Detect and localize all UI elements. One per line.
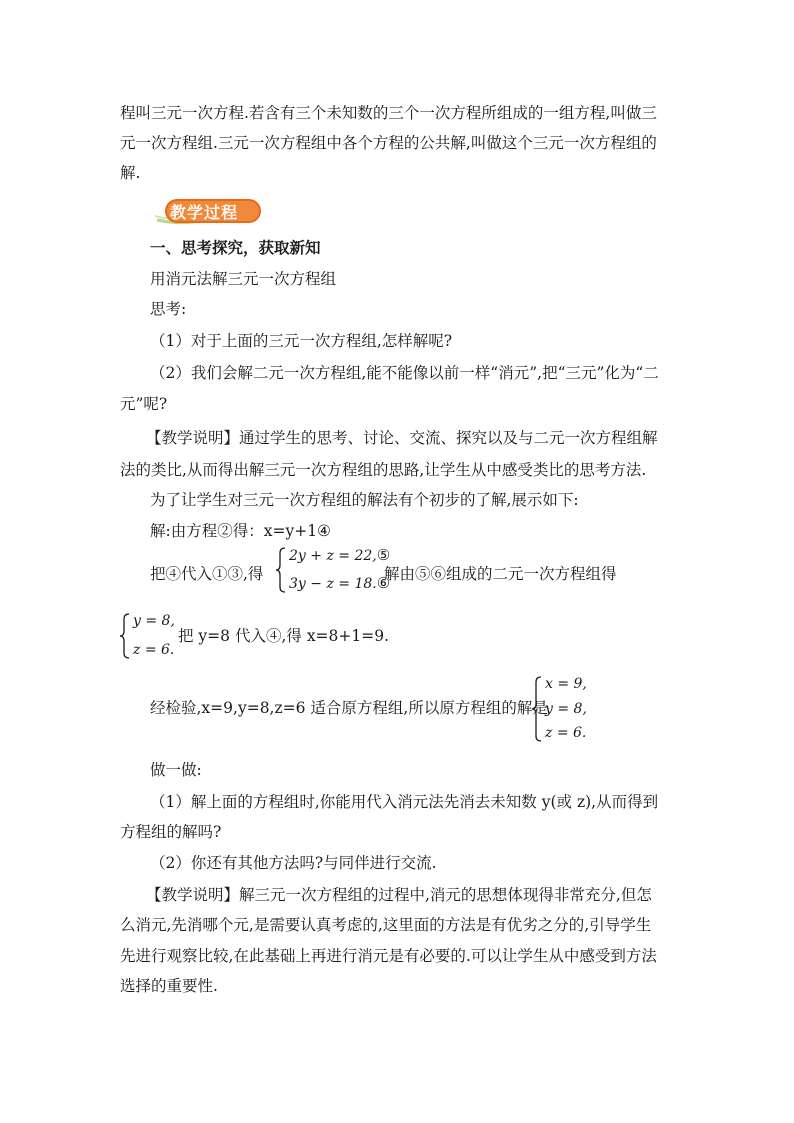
try-1-line-1: （1）解上面的方程组时,你能用代入消元法先消去未知数 y(或 z),从而得到 bbox=[150, 793, 659, 811]
note-2-line-3: 先进行观察比较,在此基础上再进行消元是有必要的.可以让学生从中感受到方法 bbox=[120, 947, 657, 965]
system-3-eq-2: y = 8, bbox=[545, 700, 587, 717]
note-2-line-2: 么消元,先消哪个元,是需要认真考虑的,这里面的方法是有优劣之分的,引导学生 bbox=[120, 916, 652, 934]
question-1: （1）对于上面的三元一次方程组,怎样解呢? bbox=[150, 332, 453, 350]
note-1-line-1: 【教学说明】通过学生的思考、讨论、交流、探究以及与二元一次方程组解 bbox=[146, 429, 658, 447]
substitution-suffix: 解由⑤⑥组成的二元一次方程组得 bbox=[384, 565, 617, 583]
question-2-line-2: 元”呢? bbox=[120, 395, 168, 413]
note-1-line-2: 法的类比,从而得出解三元一次方程组的思路,让学生从中感受类比的思考方法. bbox=[120, 461, 647, 479]
intro-line-2: 元一次方程组.三元一次方程组中各个方程的公共解,叫做这个三元一次方程组的 bbox=[120, 134, 657, 152]
substitute-back-line: 把 y=8 代入④,得 x=8+1=9. bbox=[178, 627, 390, 645]
verify-text: 经检验,x=9,y=8,z=6 适合原方程组,所以原方程组的解是 bbox=[150, 699, 548, 717]
show-line: 为了让学生对三元一次方程组的解法有个初步的了解,展示如下: bbox=[150, 491, 579, 509]
left-brace-icon bbox=[120, 613, 130, 659]
equation-system-3 bbox=[532, 676, 587, 742]
left-brace-icon bbox=[276, 547, 286, 593]
section-heading: 一、思考探究，获取新知 bbox=[150, 239, 321, 257]
section-subtitle: 用消元法解三元一次方程组 bbox=[150, 270, 337, 288]
system-1-eq-1: 2y + z = 22, bbox=[289, 548, 377, 564]
system-1-eq-2-mark: ⑥ bbox=[376, 574, 391, 592]
note-2-line-1: 【教学说明】解三元一次方程组的过程中,消元的思想体现得非常充分,但怎 bbox=[146, 886, 652, 904]
system-1-eq-2: 3y − z = 18. bbox=[289, 576, 377, 592]
intro-line-3: 解. bbox=[120, 164, 141, 182]
try-label: 做一做: bbox=[150, 761, 202, 779]
intro-line-1: 程叫三元一次方程.若含有三个未知数的三个一次方程所组成的一组方程,叫做三 bbox=[120, 104, 657, 122]
substitution-prefix: 把④代入①③,得 bbox=[150, 565, 264, 583]
system-2-eq-1: y = 8, bbox=[133, 613, 175, 629]
left-brace-icon bbox=[532, 676, 542, 742]
system-3-eq-1: x = 9, bbox=[545, 676, 587, 692]
think-label: 思考: bbox=[150, 300, 187, 318]
equation-system-1 bbox=[276, 547, 390, 593]
try-1-line-2: 方程组的解吗? bbox=[120, 823, 222, 841]
solve-line: 解:由方程②得：x=y+1④ bbox=[150, 522, 331, 540]
system-1-eq-1-mark: ⑤ bbox=[376, 546, 391, 564]
note-2-line-4: 选择的重要性. bbox=[120, 977, 218, 995]
equation-system-2 bbox=[120, 613, 175, 659]
system-3-eq-3: z = 6. bbox=[545, 725, 587, 741]
question-2-line-1: （2）我们会解二元一次方程组,能不能像以前一样“消元”,把“三元”化为“二 bbox=[150, 364, 659, 382]
banner-title: 教学过程 bbox=[170, 203, 239, 222]
try-2: （2）你还有其他方法吗?与同伴进行交流. bbox=[150, 854, 437, 872]
system-2-eq-2: z = 6. bbox=[133, 642, 175, 658]
